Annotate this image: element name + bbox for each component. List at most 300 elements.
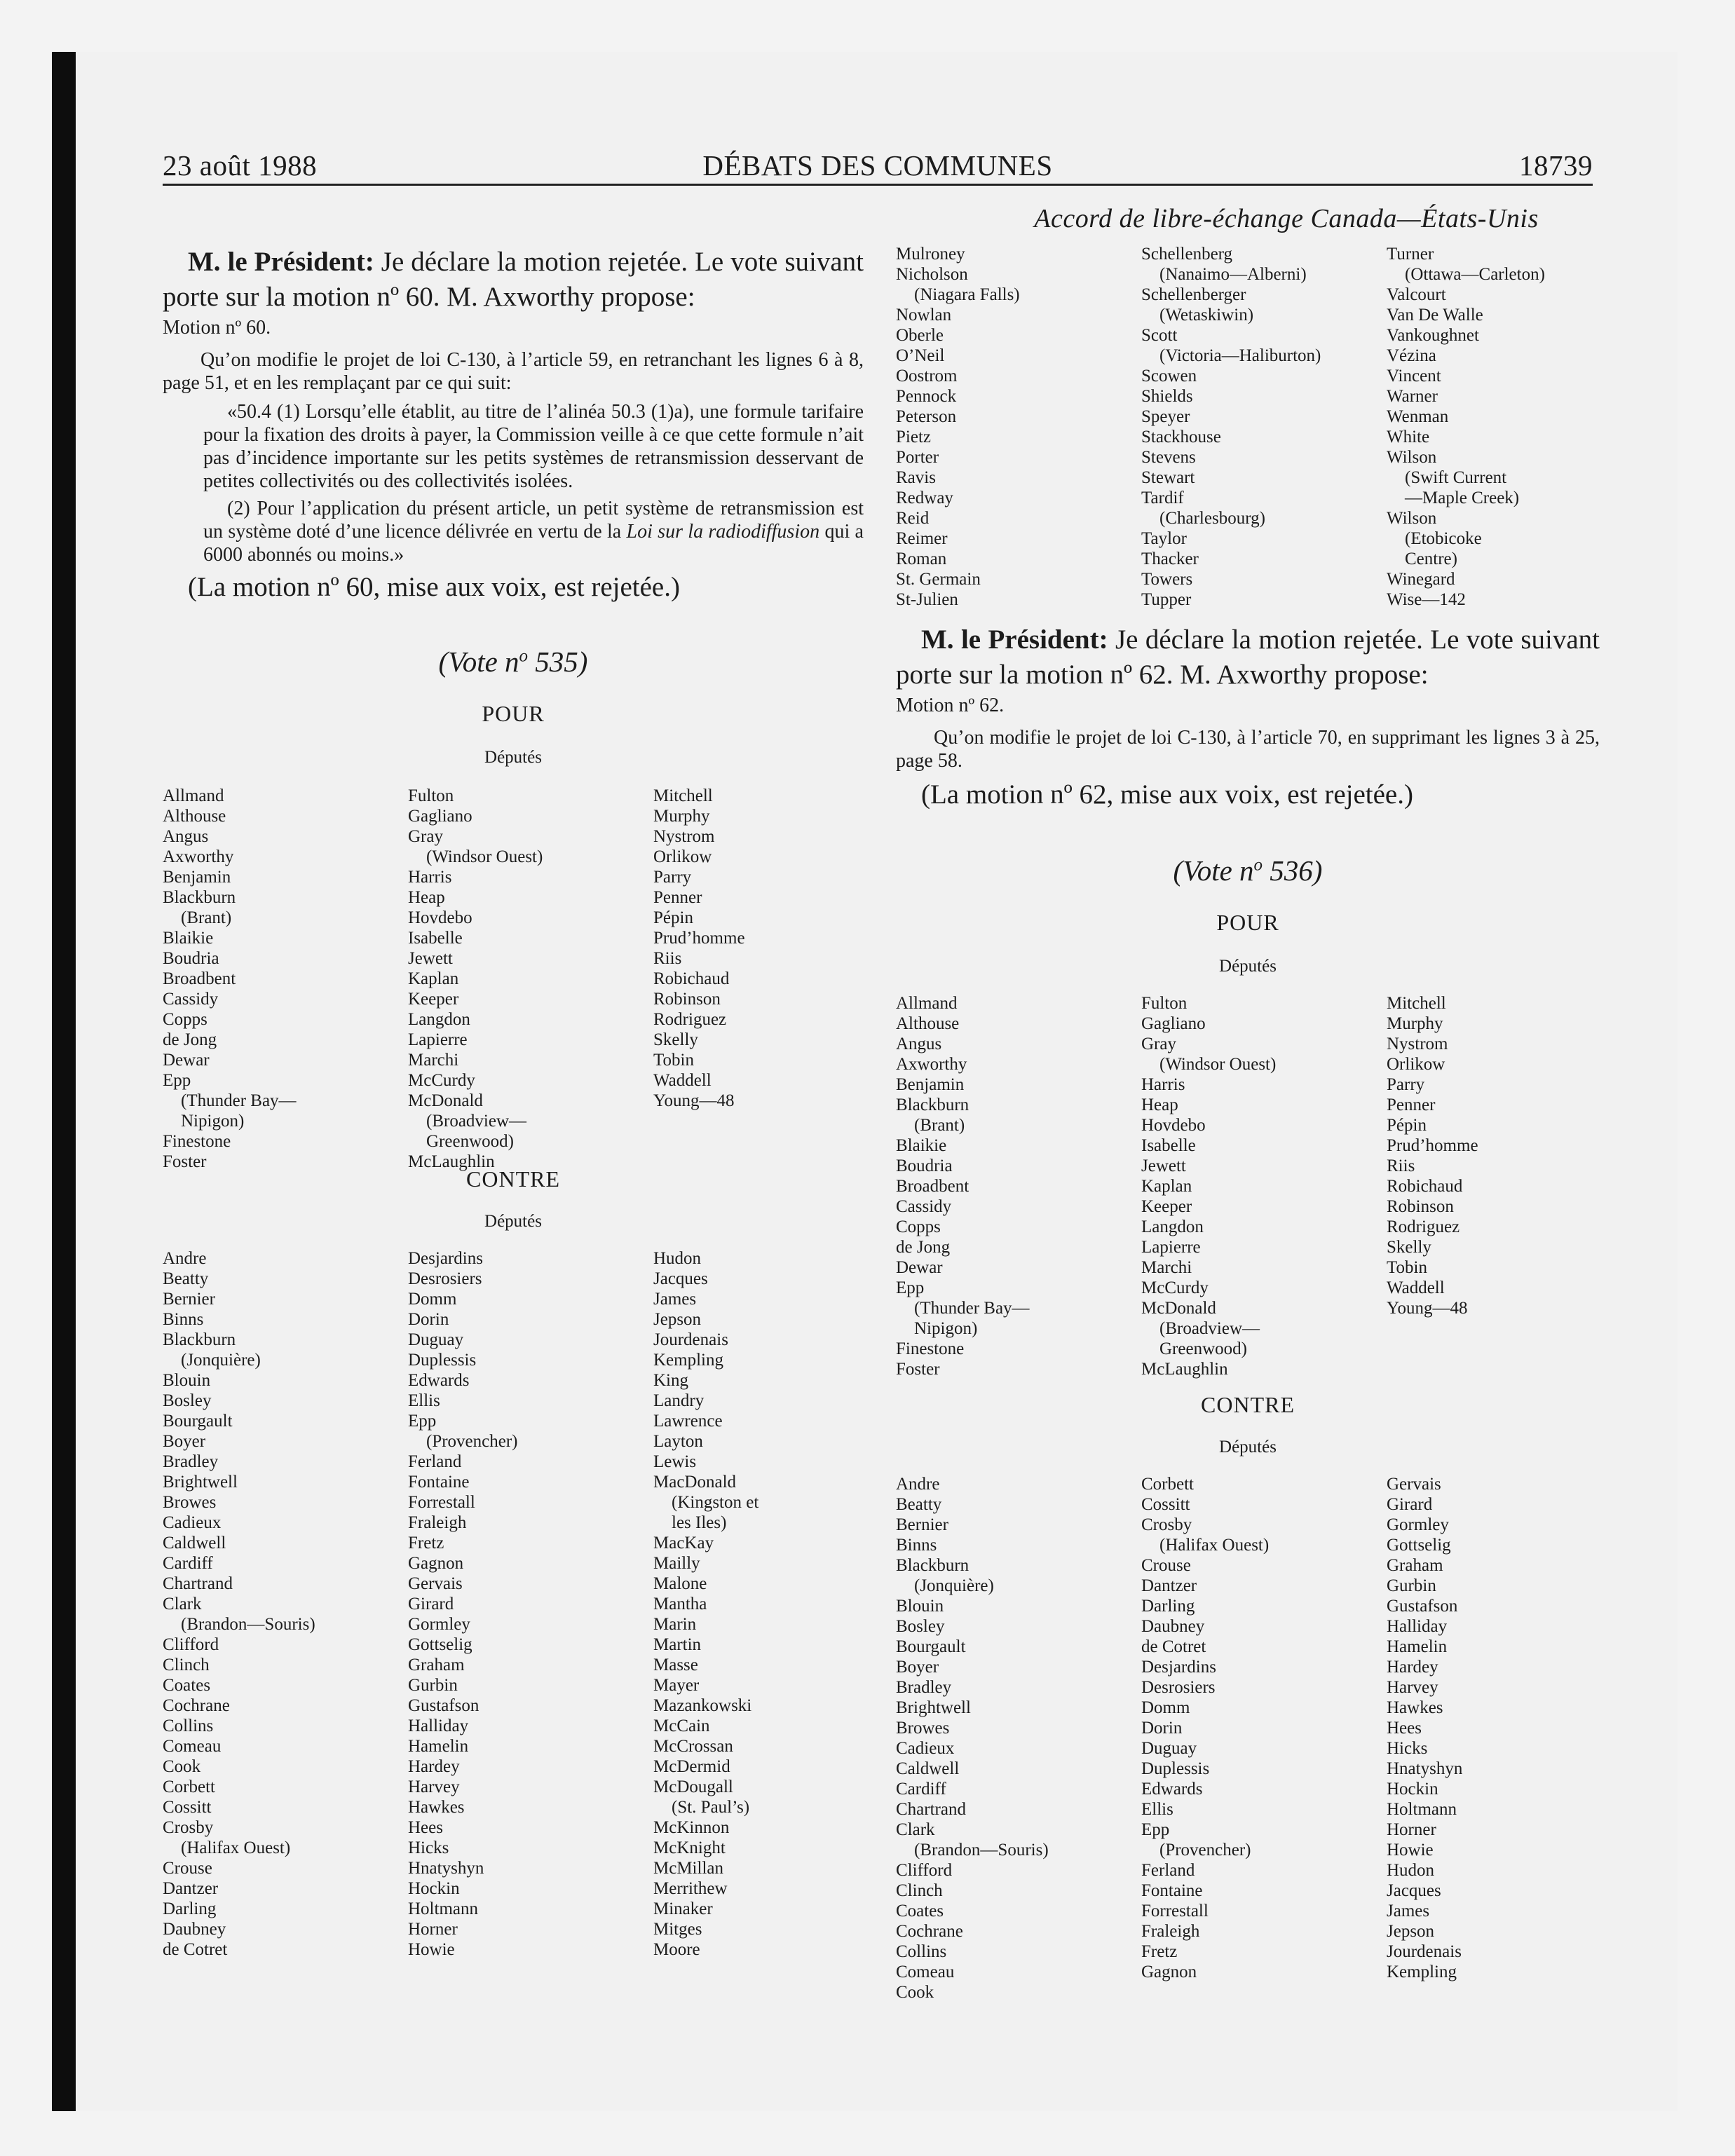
member-name: Coates <box>163 1676 211 1695</box>
member-name: Gagnon <box>408 1554 464 1573</box>
member-name: Waddell <box>653 1071 712 1090</box>
member-name: Robichaud <box>653 969 730 988</box>
publication-title: DÉBATS DES COMMUNES <box>702 149 1053 182</box>
deputes-heading: Députés <box>1219 957 1277 976</box>
member-name: Harris <box>1141 1075 1185 1094</box>
member-name: Browes <box>163 1493 217 1512</box>
member-name: McLaughlin <box>1141 1360 1228 1379</box>
member-name: Boyer <box>163 1432 206 1451</box>
member-name: Hamelin <box>408 1737 469 1756</box>
member-name: Kempling <box>653 1351 723 1370</box>
member-name: Schellenberger <box>1141 285 1246 304</box>
member-name: Pépin <box>1387 1116 1427 1135</box>
member-name: Harvey <box>1387 1678 1438 1697</box>
member-name: Blouin <box>896 1597 944 1616</box>
member-name: Duguay <box>408 1330 464 1349</box>
member-name: Kaplan <box>1141 1177 1192 1196</box>
member-name: Skelly <box>653 1030 698 1049</box>
name-column <box>896 244 1141 610</box>
member-name: St-Julien <box>896 590 958 609</box>
member-name: Ravis <box>896 468 936 487</box>
member-name: Blackburn <box>896 1096 969 1114</box>
member-name: Beatty <box>896 1495 942 1514</box>
name-column <box>1141 244 1387 610</box>
member-name: Brightwell <box>896 1698 971 1717</box>
member-name: Crosby <box>163 1818 214 1837</box>
member-name: Shields <box>1141 387 1193 406</box>
member-name: O’Neil <box>896 346 945 365</box>
member-name: Riis <box>1387 1157 1415 1175</box>
member-name: Porter <box>896 448 939 467</box>
member-name: Caldwell <box>163 1534 226 1553</box>
member-name: Wilson <box>1387 448 1437 467</box>
member-name: Pennock <box>896 387 957 406</box>
member-name: —Maple Creek) <box>1405 489 1520 507</box>
member-name: Lapierre <box>1141 1238 1201 1257</box>
member-name: Duplessis <box>1141 1759 1210 1778</box>
member-name: (Windsor Ouest) <box>426 847 543 866</box>
member-name: Mailly <box>653 1554 700 1573</box>
vote-suffix: 536) <box>1263 854 1323 887</box>
speech-text: Je déclare la motion rejetée. Le vote suivant porte sur la motion nº 60. M. Axworthy propose: <box>163 247 864 312</box>
member-name: (Broadview— <box>426 1112 527 1131</box>
member-name: Prud’homme <box>1387 1136 1478 1155</box>
member-name: Gray <box>1141 1035 1176 1053</box>
member-name: Epp <box>1141 1820 1170 1839</box>
member-name: Ferland <box>408 1452 462 1471</box>
pour-heading: POUR <box>1216 910 1279 935</box>
member-name: Benjamin <box>896 1075 965 1094</box>
member-name: Blackburn <box>163 888 236 907</box>
member-name: Prud’homme <box>653 929 745 948</box>
member-name: Harvey <box>408 1778 460 1796</box>
member-name: Copps <box>163 1010 207 1029</box>
member-name: Edwards <box>1141 1780 1203 1799</box>
member-name: Graham <box>1387 1556 1443 1575</box>
member-name: Isabelle <box>408 929 463 948</box>
member-name: Marin <box>653 1615 697 1634</box>
member-name: Epp <box>163 1071 191 1090</box>
member-name: Stackhouse <box>1141 428 1221 446</box>
member-name: Gervais <box>1387 1475 1441 1494</box>
member-name: Horner <box>1387 1820 1436 1839</box>
member-name: Allmand <box>163 786 224 805</box>
member-name: Desjardins <box>408 1249 483 1268</box>
pour-heading: POUR <box>482 701 545 726</box>
member-name: Reimer <box>896 529 948 548</box>
member-name: Stewart <box>1141 468 1195 487</box>
motion-label: Motion nº 62. <box>896 695 1005 716</box>
member-name: Clinch <box>163 1656 210 1674</box>
member-name: (Ottawa—Carleton) <box>1405 265 1545 284</box>
member-name: Wilson <box>1387 509 1437 528</box>
running-title: Accord de libre-échange Canada—États-Unis <box>1034 204 1539 233</box>
member-name: Howie <box>408 1940 455 1959</box>
name-column <box>408 786 653 1172</box>
member-name: Angus <box>163 827 209 846</box>
member-name: McKinnon <box>653 1818 730 1837</box>
member-name: Roman <box>896 550 947 568</box>
member-name: Stevens <box>1141 448 1196 467</box>
member-name: Merrithew <box>653 1879 728 1898</box>
member-name: Hnatyshyn <box>1387 1759 1463 1778</box>
member-name: Minaker <box>653 1899 713 1918</box>
member-name: Lewis <box>653 1452 697 1471</box>
member-name: Marchi <box>1141 1258 1192 1277</box>
member-name: Cook <box>163 1757 201 1776</box>
member-name: Hardey <box>1387 1658 1438 1677</box>
member-name: Fretz <box>408 1534 444 1553</box>
member-name: Chartrand <box>896 1800 966 1819</box>
member-name: Andre <box>896 1475 940 1494</box>
member-name: Kempling <box>1387 1963 1457 1981</box>
header-rule <box>163 184 1593 186</box>
member-name: Rodriguez <box>1387 1217 1460 1236</box>
member-name: Gervais <box>408 1574 463 1593</box>
member-name: (Provencher) <box>426 1432 518 1451</box>
member-name: Dorin <box>408 1310 449 1329</box>
member-name: Darling <box>163 1899 217 1918</box>
member-name: (Thunder Bay— <box>181 1091 297 1110</box>
motion-result: (La motion nº 62, mise aux voix, est rejetée.) <box>921 779 1413 810</box>
contre-name-list <box>163 1248 864 1960</box>
member-name: Domm <box>408 1290 457 1309</box>
member-name: Van De Walle <box>1387 306 1483 325</box>
member-name: Towers <box>1141 570 1193 589</box>
member-name: Gagliano <box>408 807 472 826</box>
member-name: Daubney <box>1141 1617 1205 1636</box>
member-name: Dewar <box>896 1258 943 1277</box>
member-name: Boudria <box>163 949 219 968</box>
member-name: Robichaud <box>1387 1177 1463 1196</box>
member-name: (Broadview— <box>1159 1319 1260 1338</box>
amendment-text: Qu’on modifie le projet de loi C-130, à l’article 59, en retranchant les lignes 6 à 8, page 51, et en les remplaçant par ce qui suit: <box>163 349 864 394</box>
quoted-text-1: «50.4 (1) Lorsqu’elle établit, au titre de l’alinéa 50.3 (1)a), une formule tarifaire pour la fixation des droits à payer, la Commission veille à ce que cette formule n’ait pas d’incidence importante sur les petits systèmes de retransmission desservant de petites collectivités ou des collectivités isolées. <box>203 401 864 492</box>
member-name: Gurbin <box>408 1676 458 1695</box>
member-name: Kaplan <box>408 969 459 988</box>
member-name: Hardey <box>408 1757 460 1776</box>
member-name: Redway <box>896 489 953 507</box>
member-name: Crouse <box>163 1859 212 1878</box>
member-name: Gormley <box>1387 1515 1449 1534</box>
member-name: Peterson <box>896 407 957 426</box>
member-name: McDonald <box>1141 1299 1216 1318</box>
member-name: de Jong <box>896 1238 951 1257</box>
member-name: (Charlesbourg) <box>1159 509 1265 528</box>
name-column <box>163 1248 408 1960</box>
member-name: Cassidy <box>163 990 219 1009</box>
member-name: Jepson <box>653 1310 702 1329</box>
member-name: Murphy <box>653 807 710 826</box>
member-name: Duguay <box>1141 1739 1197 1758</box>
member-name: Hicks <box>408 1838 449 1857</box>
member-name: Clifford <box>163 1635 219 1654</box>
deputes-heading: Députés <box>484 1212 542 1231</box>
member-name: McCurdy <box>408 1071 475 1090</box>
member-name: Brightwell <box>163 1473 238 1492</box>
member-name: Graham <box>408 1656 465 1674</box>
member-name: Gottselig <box>408 1635 472 1654</box>
member-name: Hudon <box>1387 1861 1435 1880</box>
member-name: les Iles) <box>672 1513 727 1532</box>
member-name: Orlikow <box>653 847 712 866</box>
member-name: Nystrom <box>653 827 715 846</box>
member-name: McCain <box>653 1717 710 1735</box>
member-name: Winegard <box>1387 570 1455 589</box>
member-name: Hudon <box>653 1249 702 1268</box>
member-name: Mantha <box>653 1595 707 1613</box>
member-name: (Nanaimo—Alberni) <box>1159 265 1307 284</box>
speech-paragraph <box>896 622 1600 692</box>
member-name: Hees <box>408 1818 443 1837</box>
member-name: Mitchell <box>653 786 713 805</box>
member-name: Rodriguez <box>653 1010 727 1029</box>
member-name: (Wetaskiwin) <box>1159 306 1254 325</box>
member-name: Blouin <box>163 1371 211 1390</box>
member-name: Gustafson <box>1387 1597 1458 1616</box>
member-name: Blackburn <box>896 1556 969 1575</box>
member-name: Marchi <box>408 1051 459 1070</box>
member-name: (Windsor Ouest) <box>1159 1055 1277 1074</box>
member-name: Bourgault <box>163 1412 233 1431</box>
member-name: de Jong <box>163 1030 217 1049</box>
name-column <box>1387 993 1597 1379</box>
member-name: Gurbin <box>1387 1576 1436 1595</box>
member-name: Duplessis <box>408 1351 477 1370</box>
member-name: Epp <box>896 1278 925 1297</box>
member-name: Centre) <box>1405 550 1457 568</box>
member-name: Keeper <box>1141 1197 1192 1216</box>
quote-italic: Loi sur la radiodiffusion <box>626 521 820 543</box>
member-name: de Cotret <box>1141 1637 1206 1656</box>
member-name: Bourgault <box>896 1637 966 1656</box>
member-name: Penner <box>653 888 702 907</box>
member-name: Althouse <box>163 807 226 826</box>
name-column <box>896 1474 1141 2003</box>
member-name: McCurdy <box>1141 1278 1209 1297</box>
member-name: Domm <box>1141 1698 1190 1717</box>
member-name: Desjardins <box>1141 1658 1216 1677</box>
speech-text: Je déclare la motion rejetée. Le vote suivant porte sur la motion nº 62. M. Axworthy propose: <box>896 625 1600 690</box>
member-name: Hnatyshyn <box>408 1859 484 1878</box>
member-name: Girard <box>408 1595 454 1613</box>
member-name: (Thunder Bay— <box>914 1299 1030 1318</box>
member-name: Horner <box>408 1920 458 1939</box>
member-name: Hovdebo <box>1141 1116 1206 1135</box>
member-name: Comeau <box>896 1963 955 1981</box>
member-name: MacDonald <box>653 1473 737 1492</box>
member-name: McDermid <box>653 1757 730 1776</box>
member-name: Nipigon) <box>181 1112 245 1131</box>
member-name: Chartrand <box>163 1574 233 1593</box>
member-name: McDougall <box>653 1778 733 1796</box>
member-name: Scowen <box>1141 367 1197 386</box>
member-name: Jewett <box>408 949 453 968</box>
member-name: Greenwood) <box>426 1132 514 1151</box>
member-name: White <box>1387 428 1430 446</box>
member-name: Robinson <box>1387 1197 1454 1216</box>
member-name: Collins <box>896 1942 947 1961</box>
member-name: Jewett <box>1141 1157 1186 1175</box>
member-name: Darling <box>1141 1597 1195 1616</box>
member-name: Pépin <box>653 908 693 927</box>
member-name: Blackburn <box>163 1330 236 1349</box>
member-name: Blaikie <box>896 1136 947 1155</box>
member-name: Scott <box>1141 326 1178 345</box>
member-name: Wenman <box>1387 407 1449 426</box>
member-name: Dantzer <box>1141 1576 1197 1595</box>
member-name: Crosby <box>1141 1515 1192 1534</box>
member-name: Isabelle <box>1141 1136 1196 1155</box>
member-name: Fraleigh <box>408 1513 467 1532</box>
member-name: Masse <box>653 1656 698 1674</box>
name-column <box>163 786 408 1172</box>
member-name: Langdon <box>1141 1217 1204 1236</box>
name-column <box>1387 1474 1597 2003</box>
member-name: Parry <box>653 868 692 887</box>
member-name: Girard <box>1387 1495 1433 1514</box>
member-name: Cadieux <box>896 1739 955 1758</box>
member-name: Langdon <box>408 1010 470 1029</box>
member-name: Epp <box>408 1412 437 1431</box>
member-name: Edwards <box>408 1371 470 1390</box>
member-name: Martin <box>653 1635 702 1654</box>
left-column <box>163 235 864 1960</box>
member-name: Mitchell <box>1387 994 1446 1013</box>
motion-label: Motion nº 60. <box>163 317 271 339</box>
member-name: Young—48 <box>1387 1299 1468 1318</box>
member-name: (Halifax Ouest) <box>181 1838 291 1857</box>
amendment-text: Qu’on modifie le projet de loi C-130, à l’article 70, en supprimant les lignes 3 à 25, page 58. <box>896 727 1600 772</box>
member-name: Crouse <box>1141 1556 1191 1575</box>
member-name: Taylor <box>1141 529 1187 548</box>
member-name: Speyer <box>1141 407 1190 426</box>
member-name: Ellis <box>408 1391 440 1410</box>
member-name: Boudria <box>896 1157 953 1175</box>
member-name: Fulton <box>1141 994 1188 1013</box>
member-name: Murphy <box>1387 1014 1443 1033</box>
member-name: Corbett <box>163 1778 215 1796</box>
member-name: Jacques <box>653 1269 708 1288</box>
contre-heading: CONTRE <box>466 1166 560 1192</box>
member-name: Fontaine <box>1141 1881 1203 1900</box>
member-name: Lapierre <box>408 1030 468 1049</box>
member-name: Dantzer <box>163 1879 219 1898</box>
quoted-text-2 <box>203 497 864 566</box>
member-name: Greenwood) <box>1159 1339 1247 1358</box>
member-name: (Provencher) <box>1159 1841 1251 1860</box>
member-name: Bradley <box>163 1452 219 1471</box>
member-name: Clark <box>163 1595 202 1613</box>
member-name: Hockin <box>1387 1780 1438 1799</box>
member-name: Finestone <box>163 1132 231 1151</box>
member-name: Penner <box>1387 1096 1436 1114</box>
motion-result: (La motion nº 60, mise aux voix, est rejetée.) <box>188 572 680 602</box>
member-name: Skelly <box>1387 1238 1431 1257</box>
scan-binding-edge <box>52 52 76 2111</box>
member-name: Nipigon) <box>914 1319 978 1338</box>
member-name: Wise—142 <box>1387 590 1466 609</box>
member-name: Jacques <box>1387 1881 1441 1900</box>
vote-prefix: (Vote n <box>1173 854 1254 887</box>
member-name: Lawrence <box>653 1412 723 1431</box>
member-name: Comeau <box>163 1737 222 1756</box>
member-name: Gottselig <box>1387 1536 1451 1555</box>
member-name: Tupper <box>1141 590 1192 609</box>
member-name: Gormley <box>408 1615 470 1634</box>
member-name: (Jonquière) <box>181 1351 261 1370</box>
member-name: Clark <box>896 1820 935 1839</box>
member-name: Gustafson <box>408 1696 479 1715</box>
member-name: Cossitt <box>1141 1495 1190 1514</box>
member-name: (Niagara Falls) <box>914 285 1020 304</box>
name-column <box>653 1248 864 1960</box>
member-name: Vézina <box>1387 346 1436 365</box>
name-column <box>1387 244 1597 610</box>
member-name: Robinson <box>653 990 721 1009</box>
member-name: Andre <box>163 1249 207 1268</box>
member-name: Oberle <box>896 326 944 345</box>
member-name: Broadbent <box>163 969 236 988</box>
member-name: Hamelin <box>1387 1637 1448 1656</box>
member-name: Beatty <box>163 1269 209 1288</box>
right-column <box>896 203 1600 2003</box>
member-name: Nowlan <box>896 306 952 325</box>
member-name: Blaikie <box>163 929 214 948</box>
member-name: Browes <box>896 1719 950 1738</box>
member-name: (Brant) <box>181 908 232 927</box>
member-name: Parry <box>1387 1075 1425 1094</box>
member-name: Althouse <box>896 1014 960 1033</box>
member-name: Bradley <box>896 1678 952 1697</box>
member-name: Desrosiers <box>1141 1678 1216 1697</box>
vote-sup: o <box>519 646 529 666</box>
member-name: Ferland <box>1141 1861 1195 1880</box>
member-name: (Brandon—Souris) <box>181 1615 315 1634</box>
member-name: (Brant) <box>914 1116 965 1135</box>
page-header <box>163 147 1593 186</box>
member-name: McDonald <box>408 1091 483 1110</box>
name-column <box>1141 993 1387 1379</box>
speaker-name: M. le Président: <box>188 247 374 277</box>
member-name: Hovdebo <box>408 908 472 927</box>
member-name: Bernier <box>896 1515 948 1534</box>
member-name: Hockin <box>408 1879 460 1898</box>
member-name: Gagnon <box>1141 1963 1197 1981</box>
member-name: Corbett <box>1141 1475 1194 1494</box>
member-name: Nystrom <box>1387 1035 1448 1053</box>
quote-part: qui a 6000 abonnés ou moins.» <box>203 521 864 566</box>
member-name: Valcourt <box>1387 285 1446 304</box>
member-name: Holtmann <box>408 1899 478 1918</box>
speech-paragraph <box>163 245 864 315</box>
member-name: (Victoria—Haliburton) <box>1159 346 1321 365</box>
member-name: Keeper <box>408 990 459 1009</box>
member-name: Fontaine <box>408 1473 470 1492</box>
member-name: Thacker <box>1141 550 1199 568</box>
member-name: (St. Paul’s) <box>672 1798 750 1817</box>
member-name: Mulroney <box>896 245 965 264</box>
vote-number <box>163 645 864 678</box>
member-name: Angus <box>896 1035 942 1053</box>
member-name: Desrosiers <box>408 1269 482 1288</box>
member-name: Jepson <box>1387 1922 1435 1941</box>
member-name: Hees <box>1387 1719 1422 1738</box>
member-name: Malone <box>653 1574 707 1593</box>
member-name: Allmand <box>896 994 958 1013</box>
member-name: (Kingston et <box>672 1493 759 1512</box>
member-name: Cardiff <box>163 1554 213 1573</box>
